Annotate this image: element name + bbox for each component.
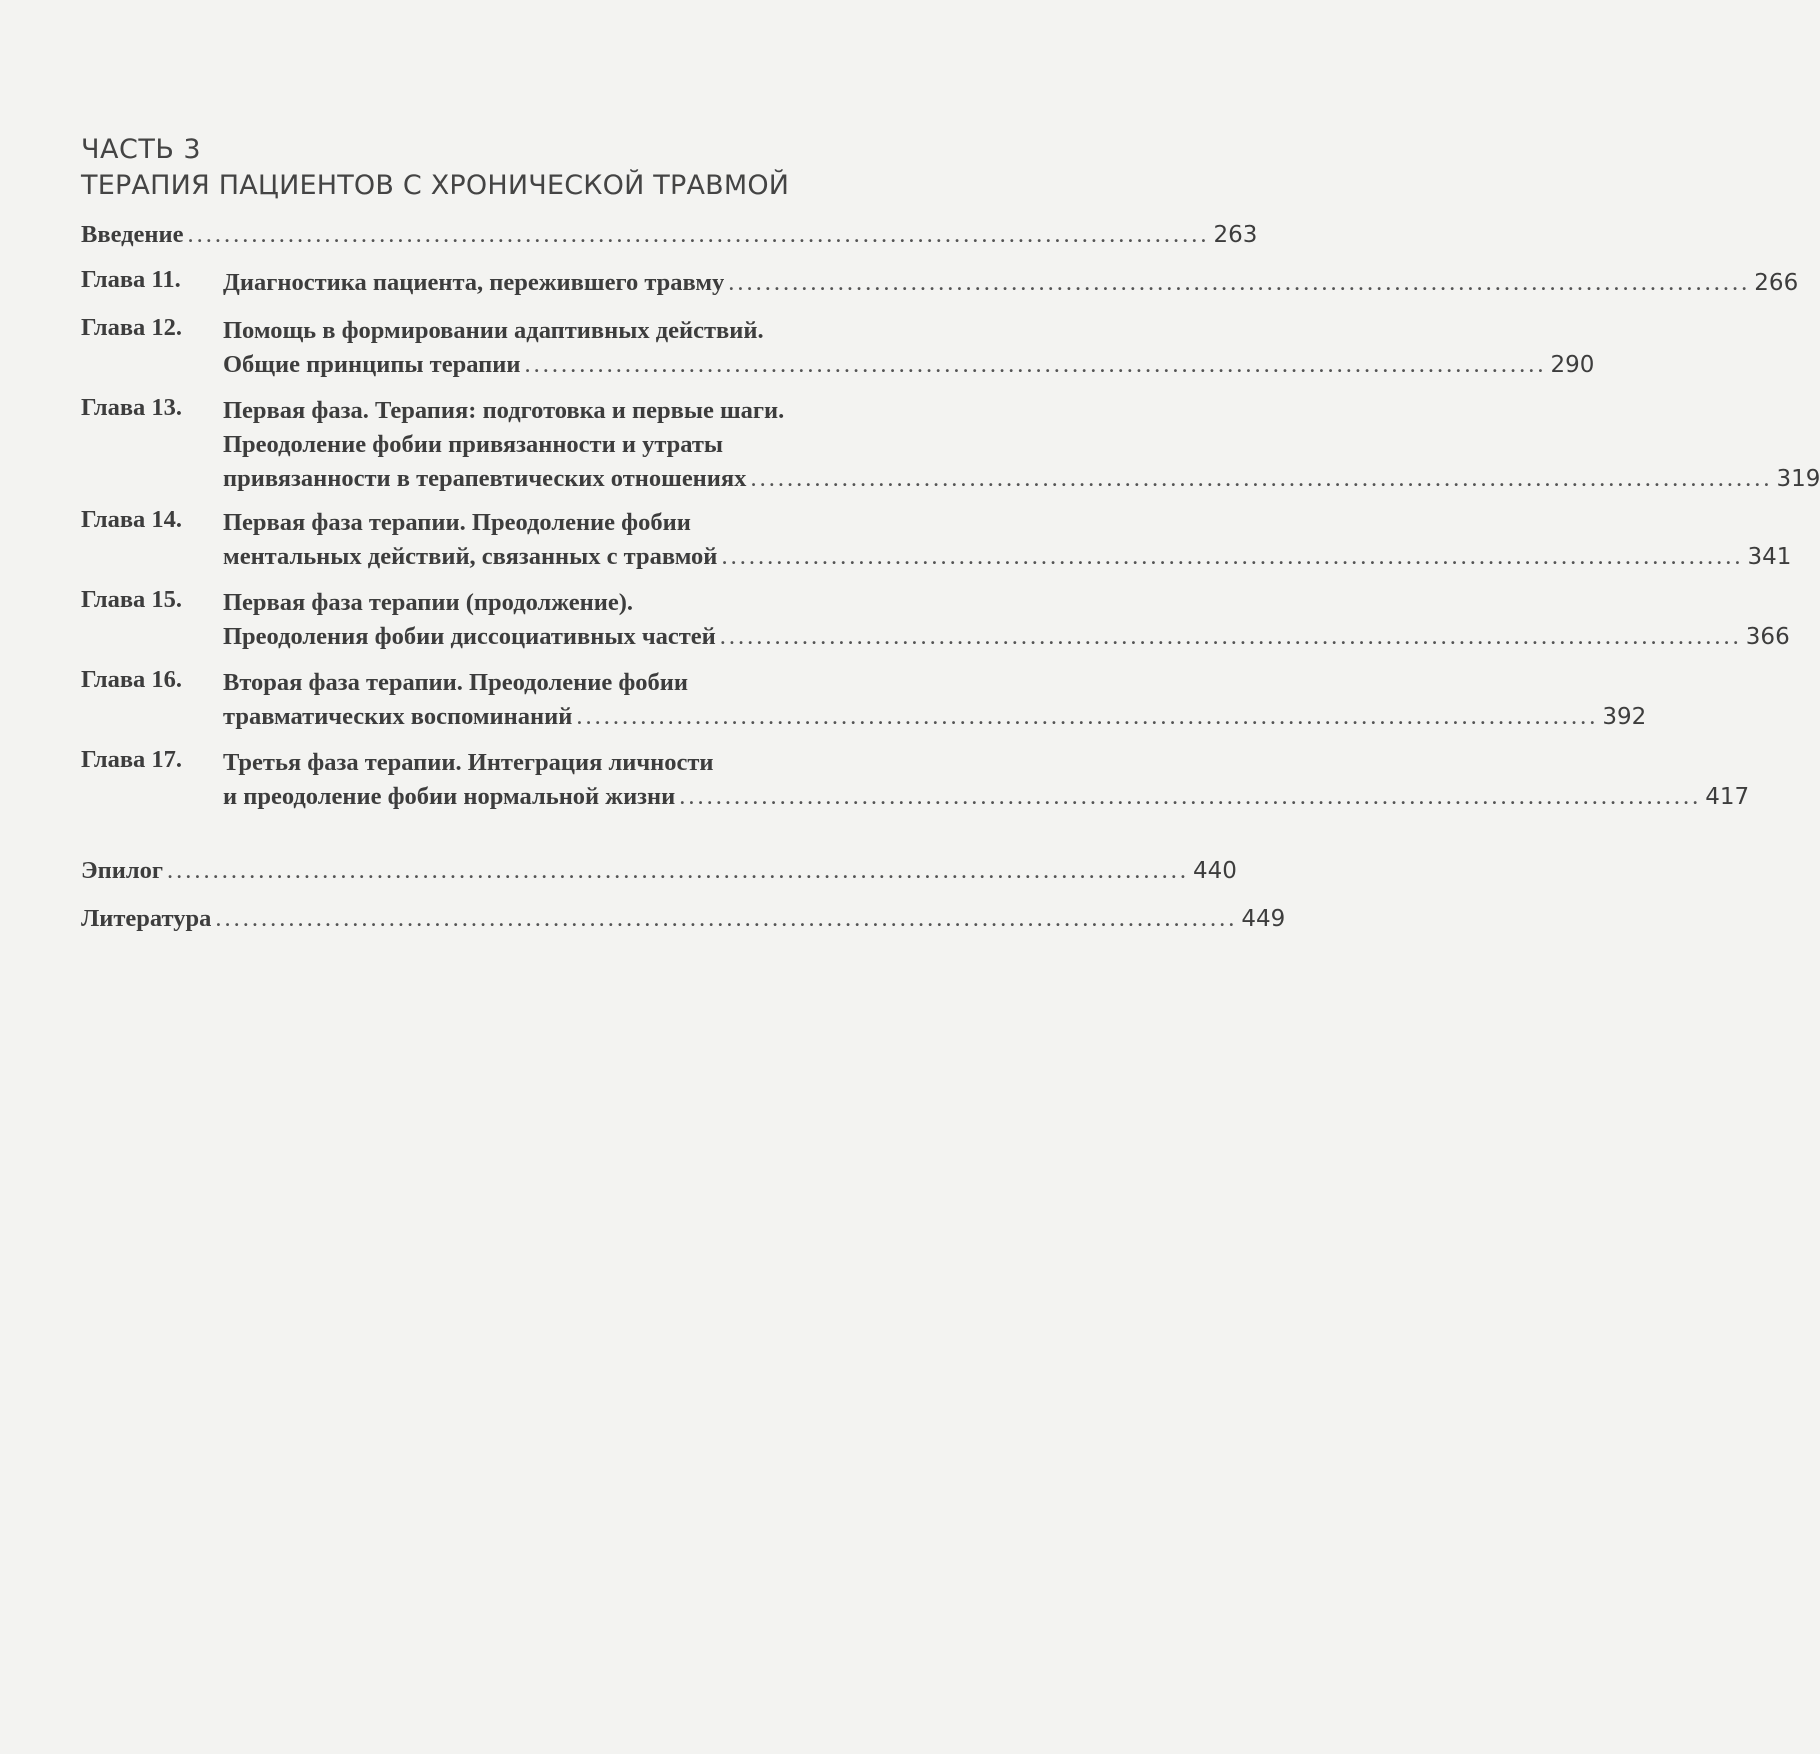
toc-entry-title: Общие принципы терапии xyxy=(223,351,521,378)
part-label: ЧАСТЬ 3 xyxy=(81,134,202,165)
part-header xyxy=(81,132,1061,204)
toc-entry-title-line: Первая фаза терапии (продолжение). xyxy=(223,589,633,616)
part-title: ТЕРАПИЯ ПАЦИЕНТОВ С ХРОНИЧЕСКОЙ ТРАВМОЙ xyxy=(81,170,790,201)
toc-entry-page: 341 xyxy=(1747,544,1792,570)
toc-entry-page: 366 xyxy=(1745,624,1790,650)
leader-dots: ................................................................................................................ xyxy=(728,269,1751,296)
leader-dots: ................................................................................................................ xyxy=(524,351,1547,378)
toc-entry-page: 392 xyxy=(1602,704,1647,730)
chapter-number: Глава 16. xyxy=(81,666,183,693)
toc-entry-page: 449 xyxy=(1241,906,1286,932)
leader-dots: ................................................................................................................ xyxy=(719,623,1742,650)
leader-dots: ................................................................................................................ xyxy=(187,221,1210,248)
leader-dots: ................................................................................................................ xyxy=(576,703,1599,730)
toc-entry-title: Эпилог xyxy=(81,857,163,884)
toc-entry-title-line: Помощь в формировании адаптивных действий. xyxy=(223,317,764,344)
toc-entry-title-line: Преодоление фобии привязанности и утраты xyxy=(223,431,724,458)
chapter-number: Глава 13. xyxy=(81,394,183,421)
leader-dots: ................................................................................................................ xyxy=(679,783,1702,810)
chapter-number: Глава 11. xyxy=(81,266,181,293)
leader-dots: ................................................................................................................ xyxy=(166,857,1189,884)
toc-entry-title-line: Первая фаза терапии. Преодоление фобии xyxy=(223,509,691,536)
toc-entry-page: 319 xyxy=(1776,466,1820,492)
toc-entry-page: 417 xyxy=(1705,784,1750,810)
toc-entry-title: и преодоление фобии нормальной жизни xyxy=(223,783,676,810)
toc-entry-title: Литература xyxy=(81,905,212,932)
chapter-number: Глава 17. xyxy=(81,746,183,773)
toc-entry-page: 440 xyxy=(1192,858,1237,884)
toc-entry-title: Преодоления фобии диссоциативных частей xyxy=(223,623,716,650)
toc-entry-title: Введение xyxy=(81,221,184,248)
chapter-number: Глава 14. xyxy=(81,506,183,533)
leader-dots: ................................................................................................................ xyxy=(721,543,1744,570)
chapter-number: Глава 15. xyxy=(81,586,183,613)
leader-dots: ................................................................................................................ xyxy=(215,905,1238,932)
toc-entry-page: 266 xyxy=(1754,270,1799,296)
chapter-number: Глава 12. xyxy=(81,314,183,341)
toc-entry-title-line: Первая фаза. Терапия: подготовка и первые шаги. xyxy=(223,397,785,424)
toc-entry-title-line: Вторая фаза терапии. Преодоление фобии xyxy=(223,669,688,696)
toc-entry-page: 263 xyxy=(1213,222,1258,248)
toc-entry-title: ментальных действий, связанных с травмой xyxy=(223,543,718,570)
toc-entry-page: 290 xyxy=(1550,352,1595,378)
leader-dots: ................................................................................................................ xyxy=(750,465,1773,492)
toc-entry-title: травматических воспоминаний xyxy=(223,703,573,730)
toc-entry-title: Диагностика пациента, пережившего травму xyxy=(223,269,725,296)
toc-entry-title: привязанности в терапевтических отношениях xyxy=(223,465,747,492)
toc-entry-title-line: Третья фаза терапии. Интеграция личности xyxy=(223,749,714,776)
